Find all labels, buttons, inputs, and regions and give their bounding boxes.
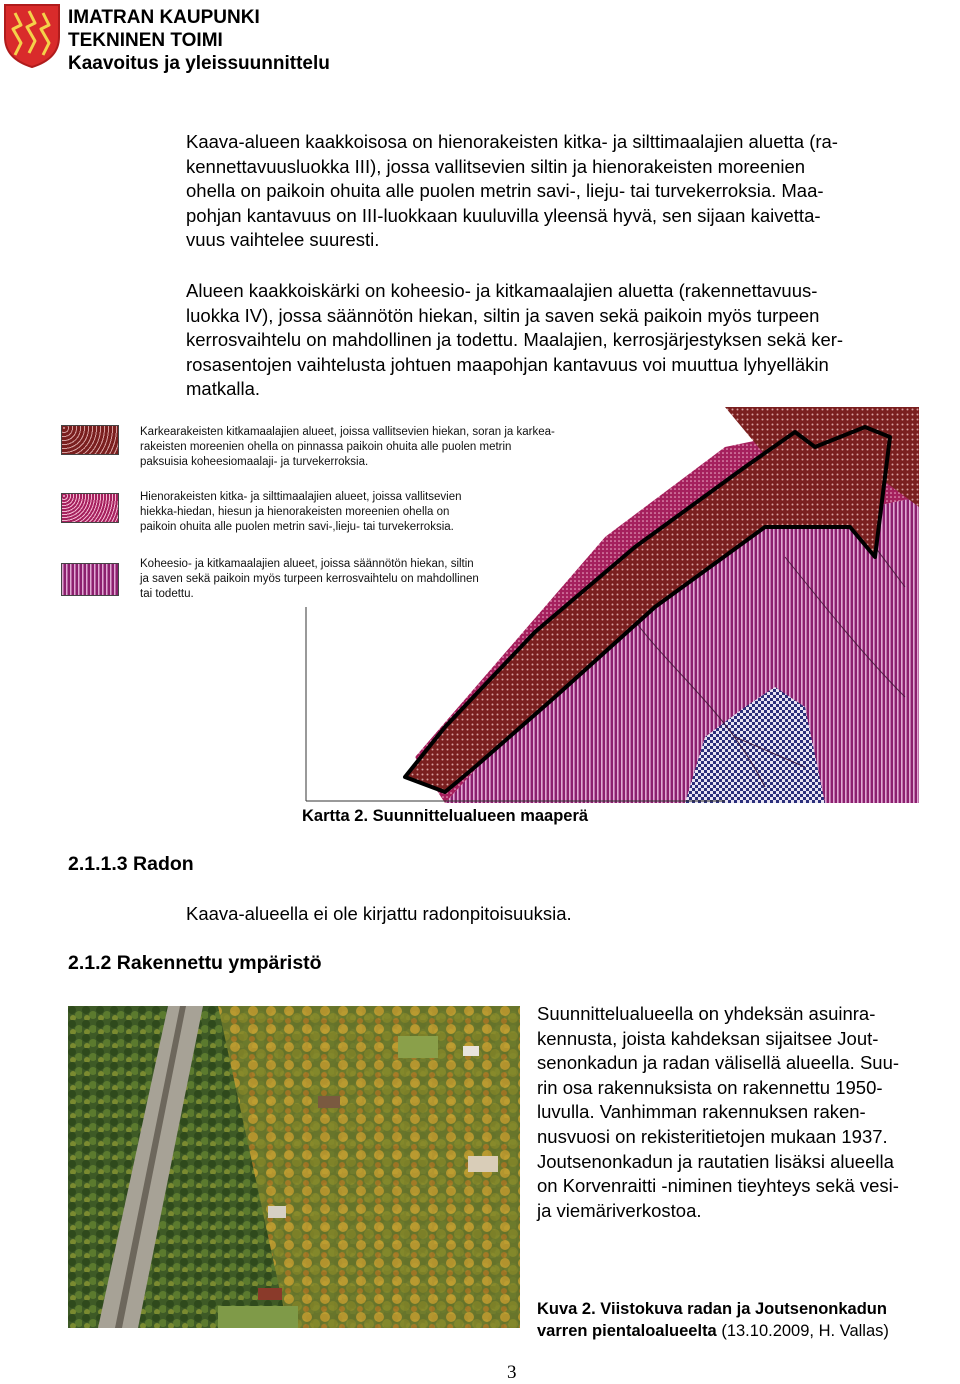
- header-logo: [3, 3, 61, 69]
- text-line: rosasentojen vaihtelusta johtuen maapohjan kantavuus voi muuttua lyhyelläkin: [186, 353, 829, 375]
- aerial-photo-graphic: [68, 1006, 520, 1328]
- text-line: Joutsenonkadun ja rautatien lisäksi alueella: [537, 1150, 894, 1172]
- text-line: pohjan kantavuus on III-luokkaan kuuluvilla yleensä hyvä, sen sijaan kaivetta-: [186, 204, 821, 226]
- org-department: TEKNINEN TOIMI: [68, 30, 223, 51]
- photo-caption-credit: (13.10.2009, H. Vallas): [716, 1322, 889, 1340]
- paragraph-soil-southeast: [186, 130, 838, 253]
- text-line: Kaava-alueen kaakkoisosa on hienorakeisten kitka- ja silttimaalajien aluetta (ra-: [186, 131, 838, 152]
- text-line: on Korvenraitti -niminen tieyhteys sekä vesi-: [537, 1175, 899, 1197]
- legend-line: Karkearakeisten kitkamaalajien alueet, joissa vallitsevien hiekan, soran ja karkea-: [140, 426, 555, 438]
- text-line: luvulla. Vanhimman rakennuksen raken-: [537, 1101, 866, 1123]
- text-line: luokka IV), jossa säännötön hiekan, siltin ja saven sekä paikoin myös turpeen: [186, 304, 820, 326]
- aerial-photo: [68, 1006, 520, 1328]
- text-line: kennusta, joista kahdeksan sijaitsee Jout-: [537, 1027, 879, 1049]
- text-line: ja viemäriverkostoa.: [537, 1199, 702, 1221]
- photo-caption-bold: varren pientaloalueelta: [537, 1322, 717, 1340]
- text-line: kennettavuusluokka III), jossa vallitsevien siltin ja hienorakeisten moreenien: [186, 155, 806, 177]
- legend-line: hiekka-hiedan, hiesun ja hienorakeisten moreenien ohella on: [140, 505, 450, 518]
- page-number: 3: [507, 1362, 517, 1383]
- heading-radon: 2.1.1.3 Radon: [68, 853, 194, 875]
- legend-text-coarse: [140, 425, 555, 469]
- text-line: matkalla.: [186, 378, 261, 400]
- text-line: senonkadun ja radan välisellä alueella. Suu-: [537, 1052, 900, 1074]
- text-line: Alueen kaakkoiskärki on koheesio- ja kitkamaalajien aluetta (rakennettavuus-: [186, 280, 818, 301]
- built-environment-text: [537, 1002, 899, 1223]
- map-caption: Kartta 2. Suunnittelualueen maaperä: [302, 807, 589, 825]
- legend-swatch-cohesive: [61, 563, 119, 596]
- photo-caption-line2: [537, 1320, 889, 1342]
- legend-line: paikoin ohuita alle puolen metrin savi-,lieju- tai turvekerroksia.: [140, 520, 454, 533]
- text-line: vuus vaihtelee suuresti.: [186, 229, 380, 251]
- legend-text-cohesive: [140, 557, 479, 601]
- legend-swatch-coarse: [61, 425, 119, 455]
- legend-line: ja saven sekä paikoin myös turpeen kerrosvaihtelu on mahdollinen: [140, 572, 479, 585]
- text-line: ohella on paikoin ohuita alle puolen metrin savi-, lieju- tai turvekerroksia. Maa-: [186, 180, 824, 202]
- text-line: nusvuosi on rekisteritietojen mukaan 1937.: [537, 1125, 888, 1147]
- legend-line: tai todettu.: [140, 587, 194, 600]
- legend-swatch-fine: [61, 493, 119, 523]
- legend-line: Koheesio- ja kitkamaalajien alueet, joissa säännötön hiekan, siltin: [140, 558, 474, 570]
- header-org: [68, 6, 330, 75]
- legend-line: rakeisten moreenien ohella on pinnassa paikoin ohuita alle puolen metrin: [140, 440, 512, 453]
- text-line: kerrosvaihtelu on mahdollinen ja todettu. Maalajien, kerrosjärjestyksen sekä ker-: [186, 329, 844, 351]
- radon-text: Kaava-alueella ei ole kirjattu radonpitoisuuksia.: [186, 903, 572, 924]
- text-line: rin osa rakennuksista on rakennettu 1950-: [537, 1076, 883, 1098]
- legend-text-fine: [140, 490, 462, 534]
- legend-line: paksuisia koheesiomaalaji- ja turvekerroksia.: [140, 455, 369, 468]
- coat-of-arms-icon: [3, 3, 61, 69]
- paragraph-soil-tip: [186, 279, 843, 402]
- text-line: Suunnittelualueella on yhdeksän asuinra-: [537, 1003, 876, 1024]
- org-unit: Kaavoitus ja yleissuunnittelu: [68, 53, 330, 74]
- org-name: IMATRAN KAUPUNKI: [68, 7, 260, 28]
- heading-built-environment: 2.1.2 Rakennettu ympäristö: [68, 952, 322, 974]
- photo-caption-line1: Kuva 2. Viistokuva radan ja Joutsenonkadun: [537, 1300, 887, 1318]
- legend-line: Hienorakeisten kitka- ja silttimaalajien alueet, joissa vallitsevien: [140, 491, 462, 503]
- photo-caption: [537, 1298, 889, 1342]
